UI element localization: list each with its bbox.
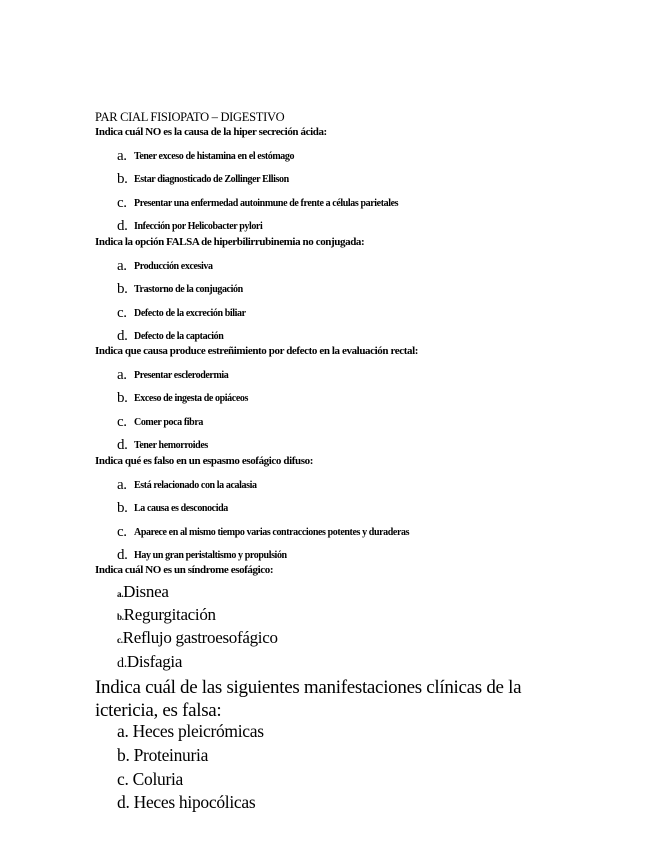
question-4-option-c — [117, 524, 409, 541]
option-letter: b. — [117, 500, 128, 516]
option-text: Exceso de ingesta de opiáceos — [134, 393, 248, 404]
option-letter: c. — [117, 635, 123, 645]
question-2-option-c — [117, 305, 246, 322]
question-2-option-a — [117, 258, 213, 275]
option-text: Heces pleicrómicas — [132, 721, 264, 741]
option-text: Heces hipocólicas — [133, 792, 256, 812]
option-letter: b. — [117, 171, 128, 187]
option-letter: c. — [117, 769, 129, 789]
option-text: Reflujo gastroesofágico — [122, 628, 278, 647]
option-letter: a. — [117, 477, 127, 493]
option-text: La causa es desconocida — [134, 503, 228, 514]
question-5-option-a — [117, 582, 169, 602]
question-4-option-b — [117, 500, 228, 517]
question-6-option-d — [117, 792, 255, 813]
option-letter: d. — [117, 218, 128, 234]
question-1-option-a — [117, 148, 294, 165]
option-text: Presentar una enfermedad autoinmune de frente a células parietales — [134, 198, 399, 209]
option-text: Trastorno de la conjugación — [134, 284, 243, 295]
question-2-prompt: Indica la opción FALSA de hiperbilirrubinemia no conjugada: — [95, 236, 365, 248]
option-text: Comer poca fibra — [134, 417, 203, 428]
option-text: Defecto de la captación — [134, 331, 224, 342]
option-letter: c. — [117, 305, 127, 321]
question-2-option-b — [117, 281, 243, 298]
option-text: Tener hemorroides — [134, 440, 208, 451]
question-3-option-d — [117, 437, 208, 454]
option-text: Producción excesiva — [134, 261, 213, 272]
question-2-option-d — [117, 328, 223, 345]
option-letter: a. — [117, 258, 127, 274]
option-letter: b. — [117, 281, 128, 297]
question-5-option-d — [117, 652, 182, 672]
option-text: Proteinuria — [133, 745, 209, 765]
option-letter: d. — [117, 547, 128, 563]
option-letter: b. — [117, 612, 124, 622]
option-letter: c. — [117, 524, 127, 540]
option-text: Coluria — [132, 769, 184, 789]
question-1-option-c — [117, 195, 398, 212]
question-1-option-b — [117, 171, 289, 188]
option-letter: c. — [117, 414, 127, 430]
question-5-option-b — [117, 605, 216, 625]
option-text: Estar diagnosticado de Zollinger Ellison — [134, 174, 289, 185]
option-text: Tener exceso de histamina en el estómago — [134, 151, 295, 162]
question-3-option-c — [117, 414, 203, 431]
option-text: Infección por Helicobacter pylori — [134, 221, 263, 232]
question-6-prompt: Indica cuál de las siguientes manifestaciones clínicas de la ictericia, es falsa: — [95, 677, 522, 721]
option-text: Regurgitación — [123, 605, 216, 624]
question-6-option-a — [117, 721, 264, 742]
question-1-prompt: Indica cuál NO es la causa de la hiper secreción ácida: — [95, 126, 327, 138]
question-1-option-d — [117, 218, 262, 235]
question-6-option-b — [117, 745, 208, 766]
option-text: Disnea — [123, 582, 169, 601]
option-text: Está relacionado con la acalasia — [134, 480, 257, 491]
option-letter: d. — [117, 437, 128, 453]
option-letter: c. — [117, 195, 127, 211]
document-title: PAR CIAL FISIOPATO – DIGESTIVO — [95, 110, 285, 124]
option-text: Aparece en al mismo tiempo varias contracciones potentes y duraderas — [134, 527, 410, 538]
option-letter: a. — [117, 367, 127, 383]
question-3-option-a — [117, 367, 228, 384]
option-text: Defecto de la excreción biliar — [134, 308, 246, 319]
question-5-option-c — [117, 628, 278, 648]
option-letter: d. — [117, 656, 127, 671]
question-4-option-d — [117, 547, 287, 564]
option-text: Presentar esclerodermia — [134, 370, 229, 381]
option-letter: b. — [117, 390, 128, 406]
question-3-option-b — [117, 390, 248, 407]
option-letter: d. — [117, 328, 128, 344]
option-letter: b. — [117, 745, 130, 765]
question-4-prompt: Indica qué es falso en un espasmo esofágico difuso: — [95, 455, 313, 467]
option-letter: d. — [117, 792, 130, 812]
option-letter: a. — [117, 148, 127, 164]
option-text: Hay un gran peristaltismo y propulsión — [134, 550, 287, 561]
question-5-prompt: Indica cuál NO es un síndrome esofágico: — [95, 564, 274, 576]
option-letter: a. — [117, 589, 124, 599]
option-letter: a. — [117, 721, 129, 741]
question-3-prompt: Indica que causa produce estreñimiento por defecto en la evaluación rectal: — [95, 345, 418, 357]
question-6-option-c — [117, 769, 183, 790]
question-4-option-a — [117, 477, 257, 494]
option-text: Disfagia — [126, 652, 183, 671]
